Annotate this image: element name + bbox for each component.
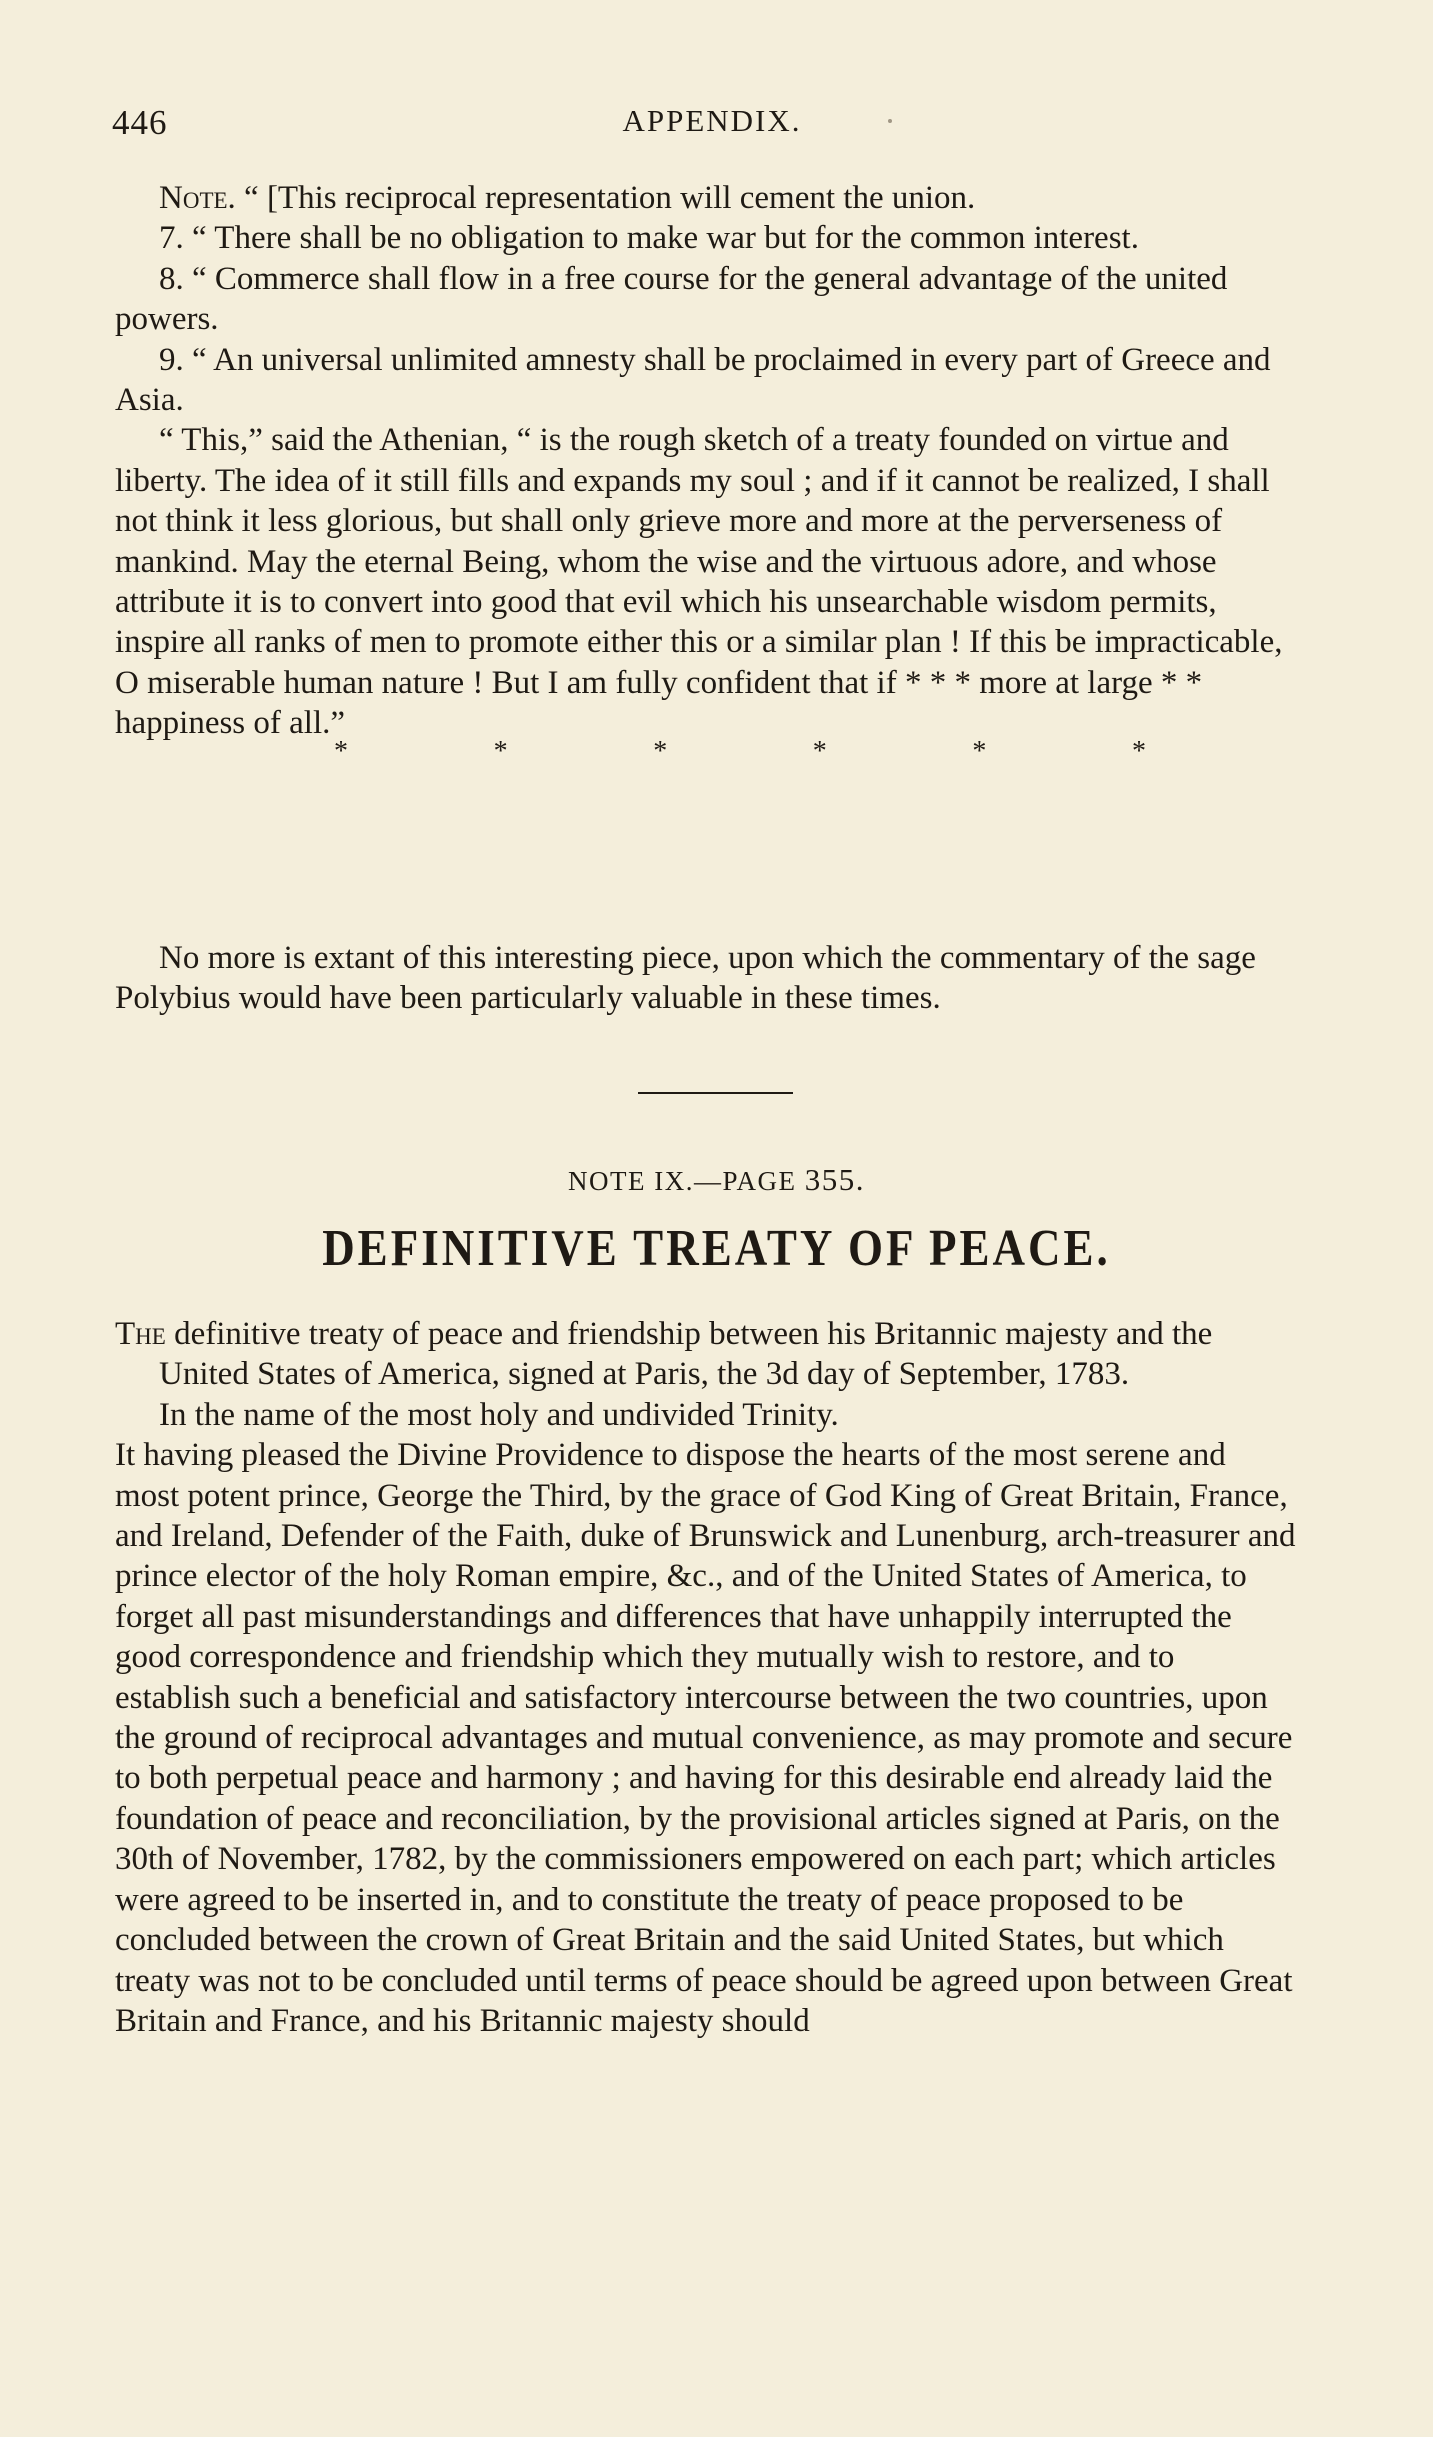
asterisk: * — [972, 735, 987, 767]
asterisk: * — [1131, 735, 1146, 767]
preamble-text: definitive treaty of peace and friendship between his Britannic majesty and the United States of America, signed at Paris, the 3d day of September, 1783. — [159, 1316, 1213, 1393]
treaty-body: It having pleased the Divine Providence to dispose the hearts of the most serene and most potent prince, George the Third, by the grace of God King of Great Britain, France, and Ireland, Defender of the Faith, duke of Brunswick and Lunenburg, arch-treasurer and prince elector of the holy Roman empire, &c., and of the United States of America, to forget all past misunderstandings and differences that have unhappily interrupted the good correspondence and friendship which they mutually wish to restore, and to establish such a beneficial and satisfactory intercourse between the two countries, upon the ground of reciprocal advantages and mutual convenience, as may promote and secure to both perpetual peace and harmony ; and having for this desirable end already laid the foundation of peace and reconciliation, by the provisional articles signed at Paris, on the 30th of November, 1782, by the commissioners empowered on each part; which articles were agreed to be inserted in, and to constitute the treaty of peace proposed to be concluded between the crown of Great Britain and the said United States, but which treaty was not to be concluded until terms of peace should be agreed upon between Great Britain and France, and his Britannic majesty should — [115, 1437, 1296, 2039]
note-label: Note. — [159, 180, 236, 216]
lead-word: The — [115, 1316, 166, 1352]
asterisk: * — [334, 735, 348, 767]
article-8: 8. “ Commerce shall flow in a free course for the general advantage of the united powers. — [115, 260, 1228, 338]
treaty-sketch-section — [115, 178, 1297, 772]
asterisk: * — [493, 735, 508, 767]
page-number: 446 — [112, 103, 168, 142]
note-text: “ [This reciprocal representation will cement the union. — [235, 180, 976, 216]
asterisk: * — [812, 735, 827, 767]
treaty-preamble — [115, 1314, 1297, 1395]
note-label: NOTE IX.—PAGE — [568, 1166, 797, 1196]
print-speck — [888, 119, 892, 123]
running-head: APPENDIX. — [622, 103, 802, 138]
page-header — [112, 103, 1312, 153]
note-paragraph — [115, 178, 1297, 218]
section-divider — [638, 1092, 793, 1094]
athenian-speech: “ This,” said the Athenian, “ is the rough sketch of a treaty founded on virtue and liberty. The idea of it still fills and expands my soul ; and if it cannot be realized, I shall not think it less glorious, but shall only grieve more and more at the perverseness of mankind. May the eternal Being, whom the wise and the virtuous adore, and whose attribute it is to convert into good that evil which his unsearchable wisdom permits, inspire all ranks of men to promote either this or a similar plan ! If this be impracticable, O miserable human nature ! But I am fully confident that if * * * more at large * * happiness of all.” — [115, 422, 1283, 742]
asterisk: * — [653, 735, 668, 767]
note-heading — [0, 1162, 1433, 1198]
invocation: In the name of the most holy and undivided Trinity. — [159, 1396, 839, 1433]
section-title: DEFINITIVE TREATY OF PEACE. — [322, 1219, 1111, 1277]
asterism — [330, 732, 1150, 772]
article-7: 7. “ There shall be no obligation to make war but for the common interest. — [159, 220, 1139, 257]
treaty-text — [115, 1314, 1297, 2041]
note-page-ref: 355. — [804, 1162, 865, 1197]
polybius-paragraph: No more is extant of this interesting piece, upon which the commentary of the sage Polybius would have been particularly valuable in these times. — [115, 940, 1256, 1017]
closing-remark — [115, 938, 1297, 1019]
article-9: 9. “ An universal unlimited amnesty shall be proclaimed in every part of Greece and Asia. — [115, 341, 1271, 419]
